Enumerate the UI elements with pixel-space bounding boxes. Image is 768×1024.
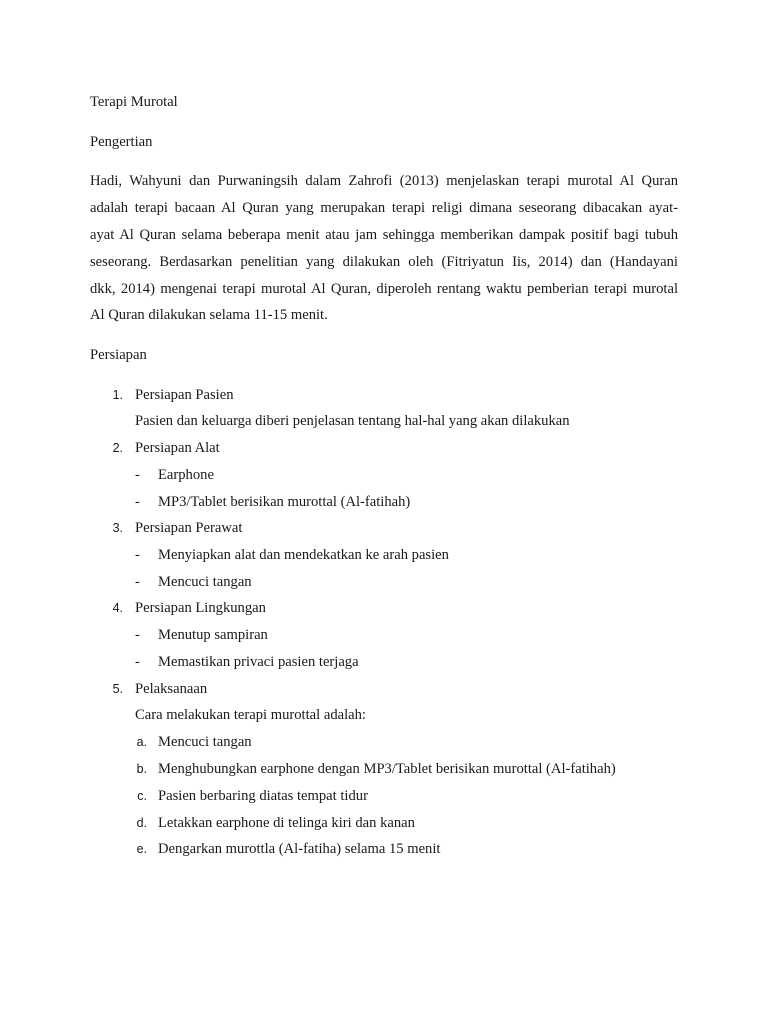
- dash-item: Earphone: [158, 467, 214, 483]
- list-number: 1.: [112, 388, 123, 402]
- list-item-title: Persiapan Perawat: [135, 520, 243, 536]
- dash-bullet: -: [135, 494, 140, 510]
- paragraph-line: Al Quran dilakukan selama 11-15 menit.: [90, 307, 328, 323]
- list-letter: b.: [136, 762, 147, 776]
- dash-bullet: -: [135, 467, 140, 483]
- list-letter: c.: [137, 789, 147, 803]
- list-number: 5.: [112, 682, 123, 696]
- list-item-text: Cara melakukan terapi murottal adalah:: [135, 707, 366, 723]
- dash-bullet: -: [135, 547, 140, 563]
- list-number: 2.: [112, 441, 123, 455]
- dash-item: Memastikan privaci pasien terjaga: [158, 654, 359, 670]
- list-number: 4.: [112, 601, 123, 615]
- list-item-title: Persiapan Lingkungan: [135, 600, 266, 616]
- heading-persiapan: Persiapan: [90, 347, 147, 363]
- dash-item: Mencuci tangan: [158, 574, 252, 590]
- list-number: 3.: [112, 521, 123, 535]
- list-item-text: Pasien dan keluarga diberi penjelasan tentang hal-hal yang akan dilakukan: [135, 413, 570, 429]
- paragraph-line: ayat Al Quran selama beberapa menit atau jam sehingga memberikan dampak positif bagi tubuh: [90, 227, 678, 243]
- document-title: Terapi Murotal: [90, 94, 178, 110]
- dash-item: Menutup sampiran: [158, 627, 268, 643]
- list-letter: d.: [136, 816, 147, 830]
- list-item-title: Persiapan Alat: [135, 440, 220, 456]
- heading-pengertian: Pengertian: [90, 134, 153, 150]
- dash-bullet: -: [135, 627, 140, 643]
- paragraph-line: adalah terapi bacaan Al Quran yang merupakan terapi religi dimana seseorang dibacakan ayat-: [90, 200, 678, 216]
- list-item-title: Persiapan Pasien: [135, 387, 234, 403]
- dash-item: MP3/Tablet berisikan murottal (Al-fatihah): [158, 494, 411, 510]
- lettered-item: Pasien berbaring diatas tempat tidur: [158, 788, 368, 804]
- lettered-item: Letakkan earphone di telinga kiri dan kanan: [158, 815, 415, 831]
- paragraph-line: seseorang. Berdasarkan penelitian yang dilakukan oleh (Fitriyatun Iis, 2014) dan (Handayani: [90, 254, 678, 270]
- lettered-item: Dengarkan murottla (Al-fatiha) selama 15 menit: [158, 841, 441, 857]
- dash-bullet: -: [135, 574, 140, 590]
- dash-item: Menyiapkan alat dan mendekatkan ke arah pasien: [158, 547, 449, 563]
- paragraph-line: dkk, 2014) mengenai terapi murotal Al Quran, diperoleh rentang waktu pemberian terapi murotal: [90, 281, 678, 297]
- list-item-title: Pelaksanaan: [135, 681, 208, 697]
- lettered-item: Menghubungkan earphone dengan MP3/Tablet berisikan murottal (Al-fatihah): [158, 761, 616, 777]
- list-letter: a.: [136, 735, 147, 749]
- dash-bullet: -: [135, 654, 140, 670]
- paragraph-line: Hadi, Wahyuni dan Purwaningsih dalam Zahrofi (2013) menjelaskan terapi murotal Al Quran: [90, 173, 678, 189]
- lettered-item: Mencuci tangan: [158, 734, 252, 750]
- list-letter: e.: [136, 842, 147, 856]
